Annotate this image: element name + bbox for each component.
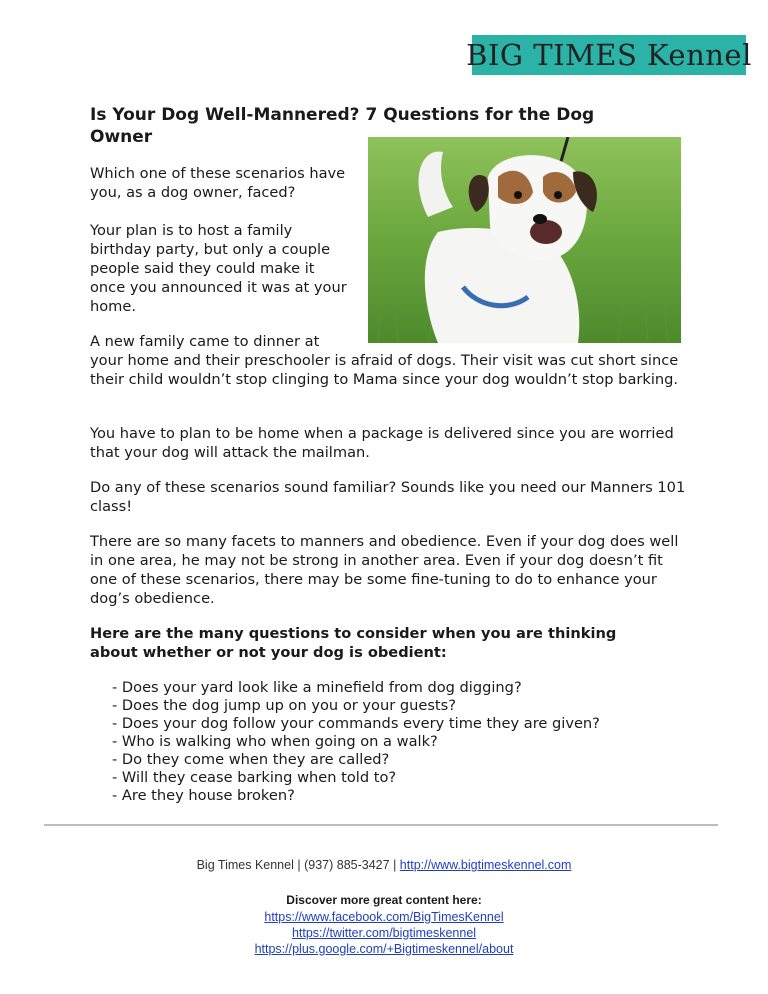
scenario-dinner-start: A new family came to dinner at — [90, 333, 320, 350]
website-link[interactable]: http://www.bigtimeskennel.com — [399, 858, 572, 872]
intro-paragraph: Which one of these scenarios have you, as a dog owner, faced? — [90, 165, 346, 201]
social-links — [0, 909, 768, 957]
scenario-mail: You have to plan to be home when a package is delivered since you are worried that your dog will attack the mailman. — [90, 425, 674, 461]
footer-phone: (937) 885-3427 — [304, 858, 390, 872]
footer-separator: | — [297, 858, 301, 872]
twitter-link[interactable]: https://twitter.com/bigtimeskennel — [291, 926, 477, 940]
list-item: - Does your dog follow your commands every time they are given? — [112, 715, 600, 732]
scenario-party: Your plan is to host a family birthday party, but only a couple people said they could make it once you announced it was at your home. — [90, 222, 347, 315]
list-item: - Are they house broken? — [112, 787, 295, 804]
brand-logo — [466, 35, 752, 75]
footer-contact — [0, 858, 768, 872]
article-title: Is Your Dog Well-Mannered? 7 Questions for the Dog Owner — [90, 105, 595, 147]
logo-text: BIG TIMES Kennel — [466, 38, 752, 72]
list-item: - Does your yard look like a minefield from dog digging? — [112, 679, 522, 696]
dog-photo — [368, 137, 681, 343]
list-item: - Do they come when they are called? — [112, 751, 390, 768]
familiar-paragraph: Do any of these scenarios sound familiar? Sounds like you need our Manners 101 class! — [90, 479, 686, 515]
discover-heading: Discover more great content here: — [286, 893, 482, 907]
footer-company: Big Times Kennel — [196, 858, 294, 872]
facets-paragraph: There are so many facets to manners and obedience. Even if your dog does well in one area, he may not be strong in another area. Even if your dog doesn’t fit one of these scenarios, there may be some fine-tuning to do to enhance your dog’s obedience. — [90, 533, 679, 607]
questions-heading: Here are the many questions to consider when you are thinking about whether or not your dog is obedient: — [90, 625, 617, 661]
list-item: - Will they cease barking when told to? — [112, 769, 397, 786]
scenario-dinner — [90, 332, 690, 389]
list-item: - Does the dog jump up on you or your guests? — [112, 697, 457, 714]
footer-divider — [44, 824, 718, 826]
google-plus-link[interactable]: https://plus.google.com/+Bigtimeskennel/about — [254, 942, 514, 956]
facebook-link[interactable]: https://www.facebook.com/BigTimesKennel — [264, 910, 504, 924]
list-item: - Who is walking who when going on a walk? — [112, 733, 438, 750]
questions-list — [112, 679, 600, 805]
footer-separator: | — [393, 858, 397, 872]
scenario-dinner-rest: your home and their preschooler is afraid of dogs. Their visit was cut short since their child wouldn’t stop clinging to Mama since your dog wouldn’t stop barking. — [90, 352, 679, 388]
